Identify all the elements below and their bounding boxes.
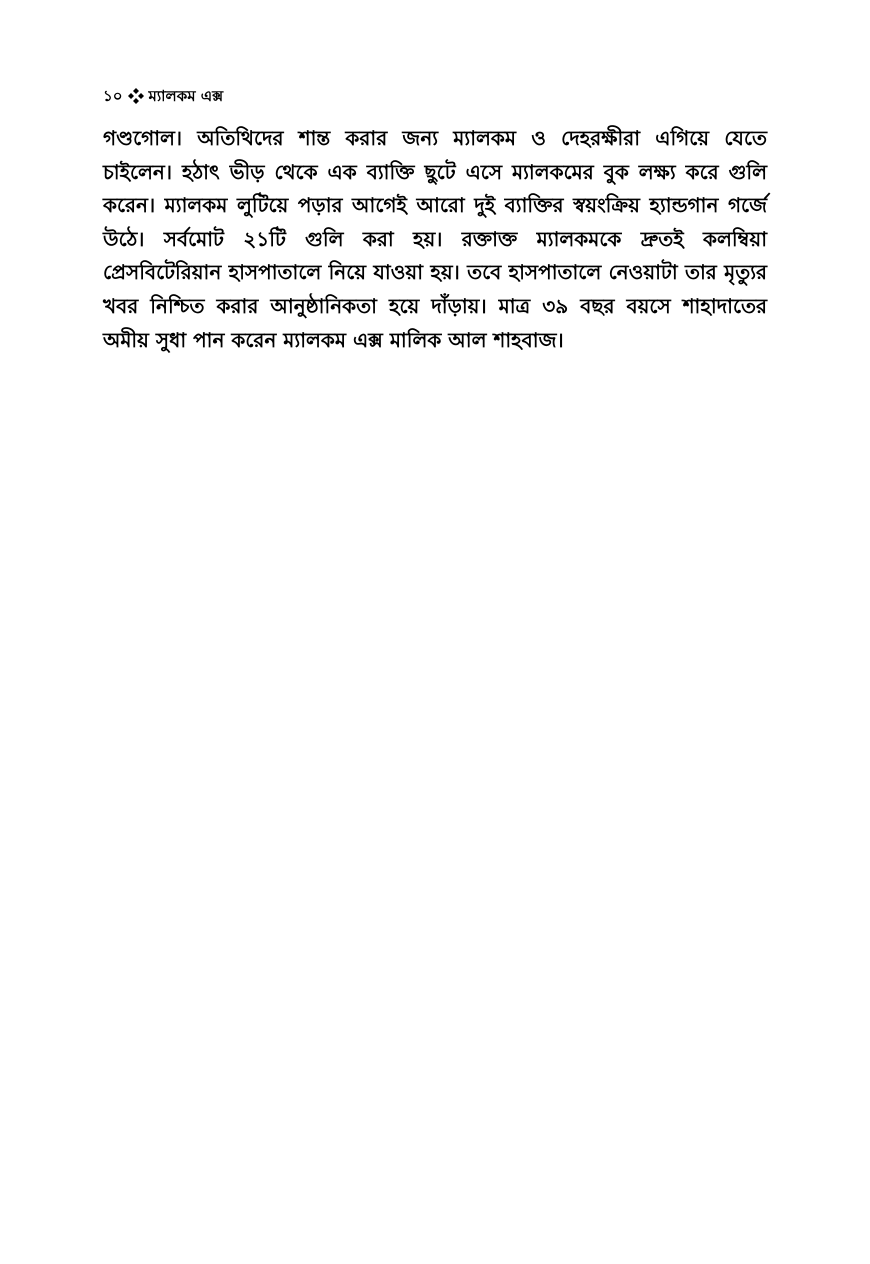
running-header	[103, 86, 223, 106]
page-number: ১০	[103, 87, 123, 105]
body-paragraph: গণ্ডগোল। অতিথিদের শান্ত করার জন্য ম্যালকম ও দেহরক্ষীরা এগিয়ে যেতে চাইলেন। হঠাৎ ভীড় থেকে এক ব্যাক্তি ছুটে এসে ম্যালকমের বুক লক্ষ্য করে গুলি করেন। ম্যালকম লুটিয়ে পড়ার আগেই আরো দুই ব্যাক্তির স্বয়ংক্রিয় হ্যান্ডগান গর্জে উঠে। সর্বমোট ২১টি গুলি করা হয়। রক্তাক্ত ম্যালকমকে দ্রুতই কলম্বিয়া প্রেসবিটেরিয়ান হাসপাতালে নিয়ে যাওয়া হয়। তবে হাসপাতালে নেওয়াটা তার মৃত্যুর খবর নিশ্চিত করার আনুষ্ঠানিকতা হয়ে দাঁড়ায়। মাত্র ৩৯ বছর বয়সে শাহাদাতের অমীয় সুধা পান করেন ম্যালকম এক্স মালিক আল শাহবাজ।	[103, 126, 767, 352]
running-title: ম্যালকম এক্স	[148, 87, 224, 105]
diamond-ornament-icon	[128, 88, 144, 104]
